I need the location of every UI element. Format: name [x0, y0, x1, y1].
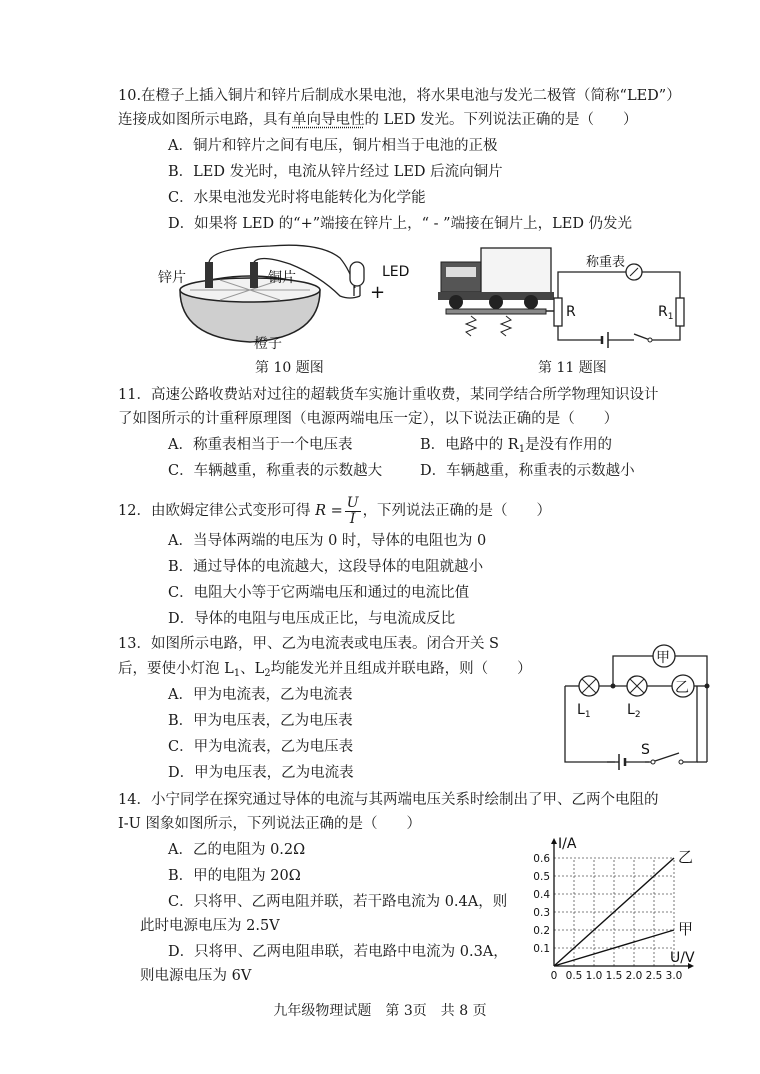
- r1-letter: R: [658, 304, 668, 320]
- l1-subscript: 1: [584, 710, 591, 720]
- q10-caption: 第 10 题图: [255, 360, 324, 376]
- q13-option-d: D．甲为电压表，乙为电流表: [168, 765, 354, 781]
- y-tick-label: 0.2: [533, 925, 550, 937]
- q13-option-a: A．甲为电流表，乙为电流表: [168, 687, 353, 703]
- plus-label: +: [370, 282, 386, 303]
- weigh-scale-figure: [436, 240, 696, 355]
- x-tick-label: 1.5: [605, 970, 623, 982]
- q10-emphasis: 单向导电性: [292, 112, 365, 128]
- l2-label: [627, 702, 641, 720]
- q12-option-d: D．导体的电阻与电压成正比，与电流成反比: [168, 611, 456, 627]
- x-tick-label: 3.0: [665, 970, 683, 982]
- r-label: R: [566, 304, 576, 320]
- q12-option-c: C．电阻大小等于它两端电压和通过的电流比值: [168, 585, 470, 601]
- iu-chart: [530, 836, 710, 982]
- formula-numerator: U: [346, 494, 359, 511]
- page-footer: 九年级物理试题 第 3页 共 8 页: [273, 1003, 487, 1019]
- x-tick-label: 0.5: [565, 970, 583, 982]
- q10-stem-line1: 10.在橙子上插入铜片和锌片后制成水果电池，将水果电池与发光二极管（简称“LED”）: [118, 88, 681, 104]
- q13-sub: 2: [264, 668, 271, 679]
- q14-stem-line2: I-U 图象如图所示，下列说法正确的是（ ）: [118, 816, 421, 832]
- q14-option-d-line2: 则电源电压为 6V: [140, 968, 252, 984]
- copper-label: 铜片: [268, 270, 296, 286]
- q13-stem-line1: 13．如图所示电路，甲、乙为电流表或电压表。闭合开关 S: [118, 636, 499, 652]
- l1-letter: L: [577, 702, 585, 718]
- y-tick-label: 0.3: [533, 907, 550, 919]
- series-label: 乙: [678, 848, 694, 866]
- q12-text: 12．由欧姆定律公式变形可得: [118, 503, 311, 519]
- q10-text: 连接成如图所示电路，具有: [118, 112, 292, 128]
- q11-option-d: D．车辆越重，称重表的示数越小: [420, 463, 635, 479]
- y-tick-label: 0.1: [533, 943, 550, 955]
- x-tick-label: 2.0: [625, 970, 643, 982]
- q14-option-b: B．甲的电阻为 20Ω: [168, 868, 301, 884]
- formula-denominator: I: [349, 510, 356, 527]
- y-tick-label: 0.6: [533, 853, 550, 865]
- x-tick-label: 2.5: [645, 970, 663, 982]
- q13-option-b: B．甲为电压表，乙为电压表: [168, 713, 353, 729]
- q11-option-c: C．车辆越重，称重表的示数越大: [168, 463, 383, 479]
- l2-subscript: 2: [634, 710, 641, 720]
- l1-label: [577, 702, 591, 720]
- q11-option-b: [420, 435, 612, 460]
- q12-stem: [118, 494, 551, 528]
- q14-option-a: A．乙的电阻为 0.2Ω: [168, 842, 306, 858]
- q13-sub: 1: [233, 668, 241, 679]
- formula-fraction: [345, 496, 361, 527]
- series-label: 甲: [678, 920, 694, 938]
- y-tick-label: 0.4: [533, 889, 550, 901]
- formula-lhs: R =: [315, 503, 343, 519]
- parallel-circuit-figure: [555, 640, 720, 772]
- q14-option-c-line1: C．只将甲、乙两电阻并联，若干路电流为 0.4A，则: [168, 894, 508, 910]
- q10-option-d: D．如果将 LED 的“+”端接在锌片上，“ - ”端接在铜片上，LED 仍发光: [168, 216, 633, 232]
- r1-subscript: 1: [667, 312, 674, 322]
- q11-stem-line1: 11．高速公路收费站对过往的超载货车实施计重收费，某同学结合所学物理知识设计: [118, 387, 659, 403]
- q11-option-a: A．称重表相当于一个电压表: [168, 437, 353, 453]
- q12-text: ，下列说法正确的是（ ）: [362, 503, 552, 519]
- y-tick-label: 0.5: [533, 871, 550, 883]
- q10-option-b: B．LED 发光时，电流从锌片经过 LED 后流向铜片: [168, 164, 503, 180]
- led-label: LED: [382, 264, 410, 280]
- q11-stem-line2: 了如图所示的计重秤原理图（电源两端电压一定），以下说法正确的是（ ）: [118, 411, 619, 427]
- q13-stem-line2: [118, 659, 532, 684]
- q11-b-subscript: 1: [518, 444, 526, 455]
- q13-option-c: C．甲为电流表，乙为电压表: [168, 739, 354, 755]
- q10-option-a: A．铜片和锌片之间有电压，铜片相当于电池的正极: [168, 138, 498, 154]
- q14-stem-line1: 14．小宁同学在探究通过导体的电流与其两端电压关系时绘制出了甲、乙两个电阻的: [118, 792, 659, 808]
- y-axis-label: I/A: [558, 836, 577, 852]
- q10-option-c: C．水果电池发光时将电能转化为化学能: [168, 190, 426, 206]
- q13-text: 后，要使小灯泡 L: [118, 661, 234, 677]
- q10-text: 的 LED 发光。下列说法正确的是（ ）: [364, 112, 638, 128]
- q14-option-d-line1: D．只将甲、乙两电阻串联，若电路中电流为 0.3A，: [168, 944, 508, 960]
- x-tick-label: 1.0: [585, 970, 603, 982]
- y-axis-arrow: [551, 838, 557, 844]
- r1-label: [658, 304, 673, 322]
- zinc-label: 锌片: [158, 270, 186, 286]
- q10-stem-line2: [118, 110, 638, 130]
- q12-option-a: A．当导体两端的电压为 0 时，导体的电阻也为 0: [168, 533, 487, 549]
- q13-text: 均能发光并且组成并联电路，则（ ）: [270, 661, 532, 677]
- x-axis-label: U/V: [670, 950, 695, 966]
- q11-b-text: B．电路中的 R: [420, 437, 519, 453]
- fruit-battery-figure: [150, 240, 430, 350]
- q11-b-text: 是没有作用的: [525, 437, 613, 453]
- jia-meter-label: 甲: [656, 650, 670, 666]
- orange-label: 橙子: [254, 336, 282, 350]
- yi-meter-label: 乙: [675, 680, 689, 696]
- meter-label: 称重表: [586, 255, 626, 270]
- x-tick-label: 0: [550, 970, 558, 982]
- q12-option-b: B．通过导体的电流越大，这段导体的电阻就越小: [168, 559, 484, 575]
- q13-text: 、L: [240, 661, 265, 677]
- q14-option-c-line2: 此时电源电压为 2.5V: [140, 918, 280, 934]
- switch-label: S: [641, 742, 650, 758]
- l2-letter: L: [627, 702, 635, 718]
- q11-caption: 第 11 题图: [538, 360, 607, 376]
